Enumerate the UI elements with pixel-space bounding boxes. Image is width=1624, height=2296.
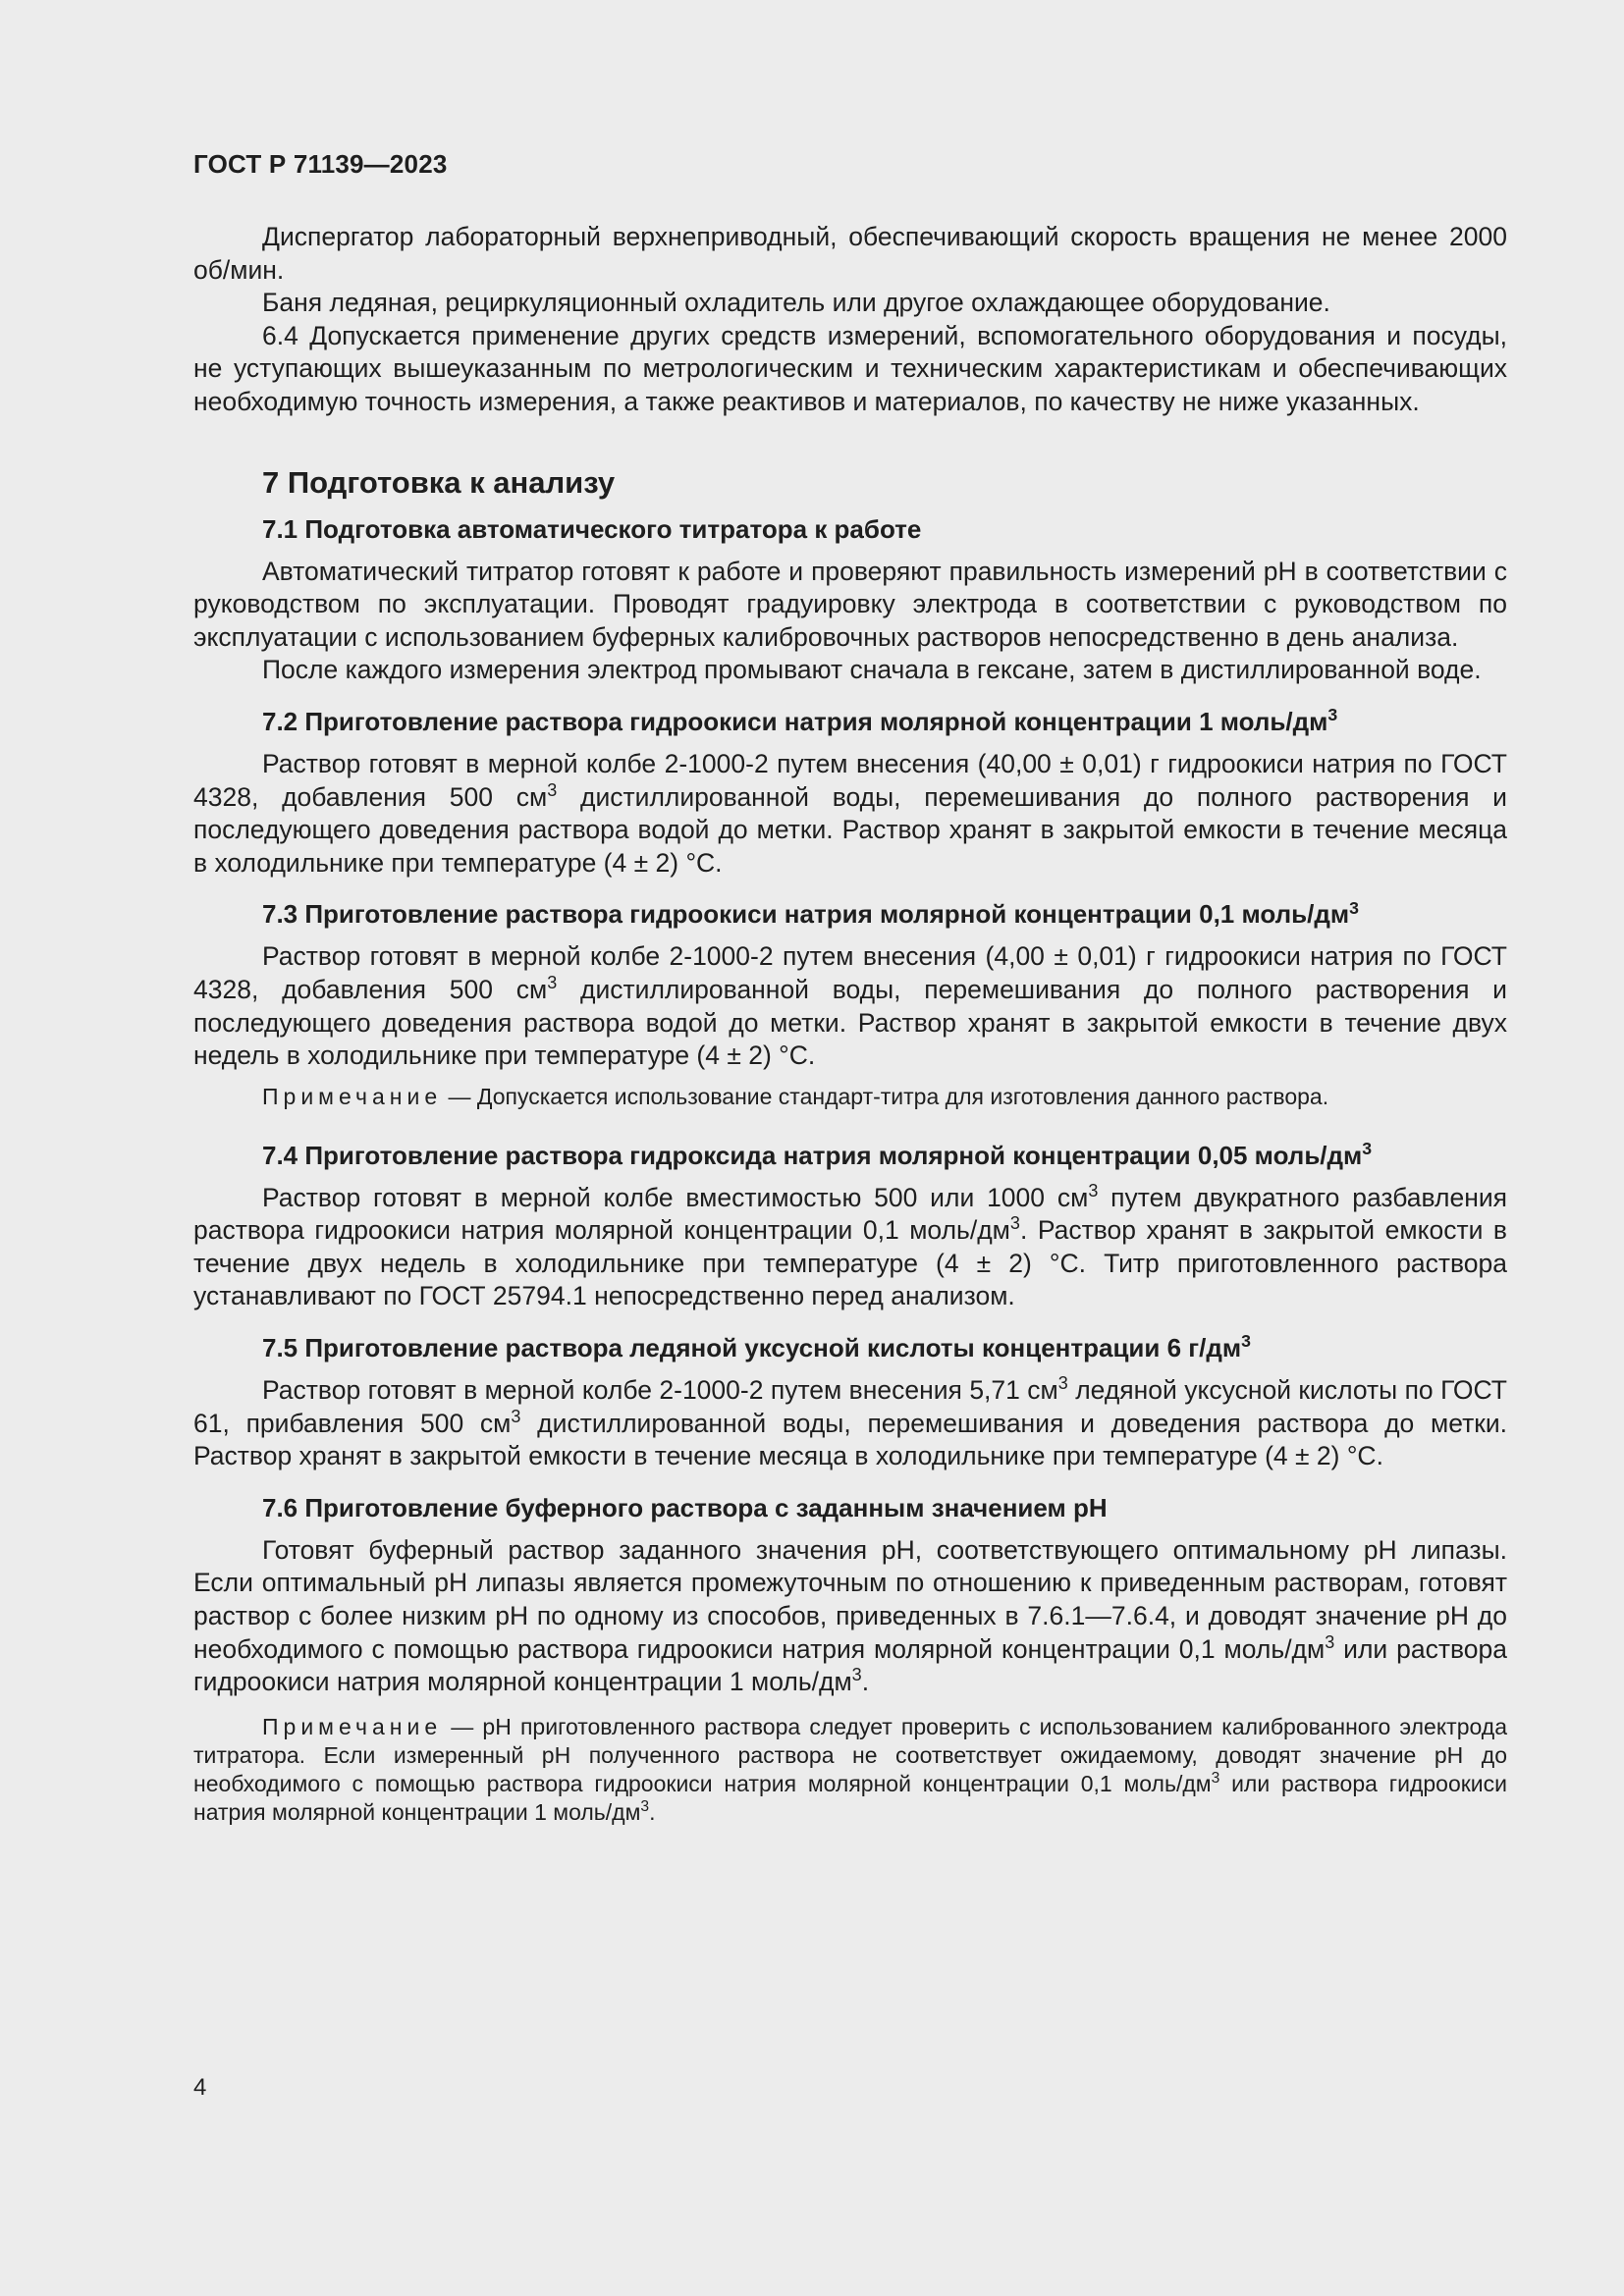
superscript: 3: [1241, 1331, 1251, 1352]
note-text: — pH приготовленного раствора следует проверить с использованием калиброванного электрода титратора. Если измеренный pH полученного раствора не соответствует ожидаемому, доводят значение pH до необходимого с помощью раствора гидроокиси натрия молярной концентрации 0,1 моль/дм: [193, 1713, 1507, 1796]
note-label: Примечание: [262, 1713, 443, 1739]
text-run: дистиллированной воды, перемешивания до полного растворения и последующего доведения раствора водой до метки. Раствор хранят в закрытой емкости в течение месяца в холодильнике при температуре (4 ± 2) °С.: [193, 781, 1507, 878]
paragraph-7-2: [193, 748, 1507, 880]
superscript: 3: [1057, 1373, 1068, 1394]
superscript: 3: [1327, 705, 1338, 725]
section-7-1-heading: 7.1 Подготовка автоматического титратора к работе: [262, 513, 922, 544]
document-code-header: ГОСТ Р 71139—2023: [193, 149, 448, 179]
superscript: 3: [547, 779, 558, 800]
paragraph-7-1-a: Автоматический титратор готовят к работе и проверяют правильность измерений pH в соответствии с руководством по эксплуатации. Проводят градуировку электрода в соответствии с руководством по эксплуатации с использованием буферных калибровочных растворов непосредственно в день анализа.: [193, 556, 1507, 652]
heading-text: 7.2 Приготовление раствора гидроокиси натрия молярной концентрации 1 моль/дм: [262, 706, 1328, 736]
section-7-heading: 7 Подготовка к анализу: [262, 464, 616, 500]
superscript: 3: [1211, 1770, 1220, 1788]
text-run: Раствор готовят в мерной колбе 2-1000-2 путем внесения (4,00 ± 0,01) г гидроокиси натрия по ГОСТ 4328, добавления 500 см: [193, 941, 1507, 1004]
note-7-6: [193, 1713, 1507, 1827]
paragraph-bath: Баня ледяная, рециркуляционный охладитель или другое охлаждающее оборудование.: [262, 288, 1330, 318]
superscript: 3: [1088, 1180, 1099, 1201]
note-text: или раствора гидроокиси натрия молярной концентрации 1 моль/дм: [193, 1770, 1508, 1825]
text-run: путем двукратного разбавления раствора гидроокиси натрия молярной концентрации 0,1 моль/дм: [193, 1182, 1507, 1246]
text-run: .: [861, 1667, 870, 1697]
text-run: Раствор готовят в мерной колбе 2-1000-2 путем внесения 5,71 см: [262, 1375, 1058, 1406]
text-run: дистиллированной воды, перемешивания до полного растворения и последующего доведения раствора водой до метки. Раствор хранят в закрытой емкости в течение двух недель в холодильнике при температуре (4 ± 2) °С.: [193, 974, 1507, 1071]
section-7-5-heading: [262, 1331, 1507, 1364]
note-label: Примечание: [262, 1083, 443, 1109]
note-text: — Допускается использование стандарт-титра для изготовления данного раствора.: [442, 1083, 1329, 1109]
section-7-3-heading: [262, 897, 1507, 931]
text-run: .: [649, 1798, 656, 1825]
document-body: [193, 221, 1507, 1827]
text-run: Раствор готовят в мерной колбе вместимостью 500 или 1000 см: [262, 1182, 1089, 1212]
paragraph-7-5: [193, 1374, 1507, 1473]
page-number: 4: [193, 2074, 207, 2101]
heading-text: 7.4 Приготовление раствора гидроксида натрия молярной концентрации 0,05 моль/дм: [262, 1140, 1363, 1170]
superscript: 3: [851, 1665, 862, 1685]
paragraph-6-4: 6.4 Допускается применение других средств измерений, вспомогательного оборудования и посуды, не уступающих вышеуказанным по метрологическим и техническим характеристикам и обеспечивающих необходимую точность измерения, а также реактивов и материалов, по качеству не ниже указанных.: [193, 320, 1507, 416]
superscript: 3: [640, 1798, 650, 1816]
text-run: . Раствор хранят в закрытой емкости в течение двух недель в холодильнике при температуре (4 ± 2) °С. Титр приготовленного раствора устанавливают по ГОСТ 25794.1 непосредственно перед анализом.: [193, 1215, 1507, 1311]
paragraph-7-6: [193, 1534, 1507, 1699]
heading-text: 7.5 Приготовление раствора ледяной уксусной кислоты концентрации 6 г/дм: [262, 1333, 1242, 1363]
text-run: ледяной уксусной кислоты по ГОСТ 61, прибавления 500 см: [193, 1375, 1507, 1438]
paragraph-disperser: Диспергатор лабораторный верхнеприводный, обеспечивающий скорость вращения не менее 2000 об/мин.: [193, 222, 1507, 285]
paragraph-7-3: [193, 940, 1507, 1072]
superscript: 3: [547, 973, 558, 992]
section-7-4-heading: [262, 1139, 1507, 1172]
text-run: дистиллированной воды, перемешивания и доведения раствора до метки. Раствор хранят в закрытой емкости в течение месяца в холодильнике при температуре (4 ± 2) °С.: [193, 1408, 1508, 1471]
superscript: 3: [1009, 1213, 1020, 1234]
section-7-2-heading: [262, 705, 1507, 738]
superscript: 3: [1349, 897, 1359, 918]
text-run: Раствор готовят в мерной колбе 2-1000-2 путем внесения (40,00 ± 0,01) г гидроокиси натрия по ГОСТ 4328, добавления 500 см: [193, 748, 1507, 812]
section-7-6-heading: 7.6 Приготовление буферного раствора с заданным значением pH: [262, 1492, 1108, 1522]
text-run: или раствора гидроокиси натрия молярной концентрации 1 моль/дм: [193, 1633, 1507, 1697]
superscript: 3: [511, 1406, 521, 1426]
superscript: 3: [1362, 1138, 1373, 1158]
paragraph-7-1-b: После каждого измерения электрод промывают сначала в гексане, затем в дистиллированной воде.: [262, 655, 1482, 685]
heading-text: 7.3 Приготовление раствора гидроокиси натрия молярной концентрации 0,1 моль/дм: [262, 899, 1350, 930]
superscript: 3: [1325, 1631, 1335, 1652]
note-7-3: [193, 1083, 1507, 1111]
text-run: Готовят буферный раствор заданного значения pH, соответствующего оптимальному pH липазы. Если оптимальный pH липазы является промежуточным по отношению к приведенным растворам, готовят раствор с более низким pH по одному из способов, приведенных в 7.6.1—7.6.4, и доводят значение pH до необходимого с помощью раствора гидроокиси натрия молярной концентрации 0,1 моль/дм: [193, 1534, 1507, 1664]
paragraph-7-4: [193, 1182, 1507, 1313]
